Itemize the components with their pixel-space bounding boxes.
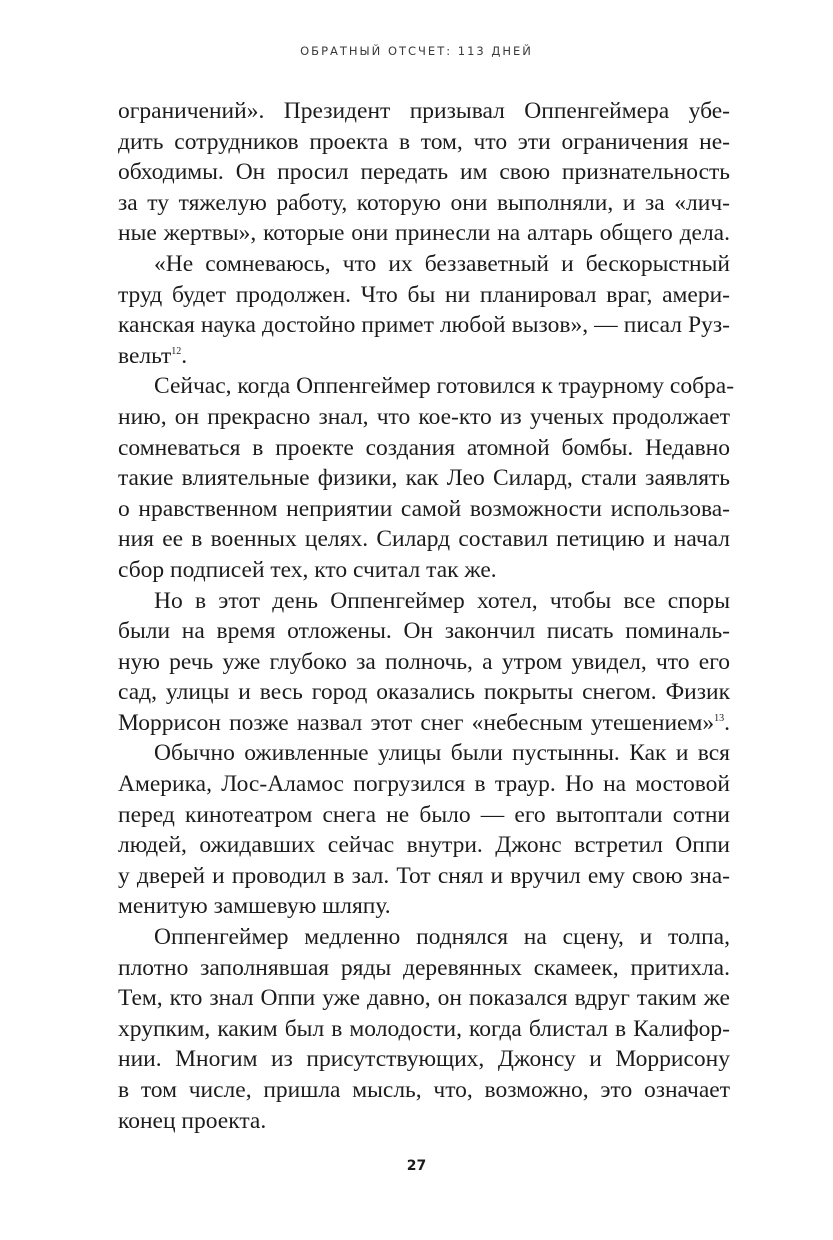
text-line: были на время отложены. Он закончил писать поминаль- [118,618,730,645]
text-line: людей, ожидавших сейчас внутри. Джонс встретил Оппи [118,832,730,859]
text-line: за ту тяжелую работу, которую они выполняли, и за «лич- [118,189,730,216]
text-line: хрупким, каким был в молодости, когда блистал в Калифор- [118,1015,730,1042]
text-line: Тем, кто знал Оппи уже давно, он показался вдруг таким же [118,985,730,1012]
text-line: Но в этот день Оппенгеймер хотел, чтобы все споры [154,587,730,614]
text-line: дить сотрудников проекта в том, что эти ограничения не- [118,128,730,155]
text-line: такие влиятельные физики, как Лео Силард, стали заявлять [118,465,730,492]
running-head: ОБРАТНЫЙ ОТСЧЕТ: 113 ДНЕЙ [300,44,533,58]
text-line: нию, он прекрасно знал, что кое-кто из ученых продолжает [118,403,730,430]
text-line: труд будет продолжен. Что бы ни планировал враг, амери- [118,281,730,308]
footnote-ref: 12 [171,345,182,357]
body-text [118,96,735,1136]
text-line: канская наука достойно примет любой вызов», — писал Руз- [118,312,730,339]
text-line: сомневаться в проекте создания атомной бомбы. Недавно [118,434,730,461]
text-line: обходимы. Он просил передать им свою признательность [118,159,730,186]
text-line: конец проекта. [118,1107,267,1134]
text-line: Обычно оживленные улицы были пустынны. Как и вся [154,740,730,767]
text-line: ные жертвы», которые они принесли на алтарь общего дела. [118,220,730,247]
text-line: ную речь уже глубоко за полночь, а утром увидел, что его [118,648,730,675]
text-line: ограничений». Президент призывал Оппенгеймера убе- [118,98,730,124]
text-line: менитую замшевую шляпу. [118,893,391,920]
text-line: Оппенгеймер медленно поднялся на сцену, и толпа, [154,924,730,951]
text-line: сбор подписей тех, кто считал так же. [118,556,497,583]
text-line: перед кинотеатром снега не было — его вытоптали сотни [118,801,730,828]
text-line: «Не сомневаюсь, что их беззаветный и бескорыстный [154,250,730,277]
text-line: о нравственном неприятии самой возможности использова- [118,495,730,522]
footnote-ref: 13 [714,712,725,724]
text-line: Америка, Лос-Аламос погрузился в траур. Но на мостовой [118,771,730,798]
page-number: 27 [406,1158,427,1174]
text-line: вельт$^{12}$. [118,342,188,369]
text-line: Моррисон позже назвал этот снег «небесным утешением»$^{13}$. [118,709,730,736]
text-line: Сейчас, когда Оппенгеймер готовился к траурному собра- [154,373,735,400]
text-line: плотно заполнявшая ряды деревянных скамеек, притихла. [118,954,730,981]
text-line: нии. Многим из присутствующих, Джонсу и Моррисону [118,1046,730,1073]
text-line: ния ее в военных целях. Силард составил петицию и начал [118,526,730,553]
text-line: у дверей и проводил в зал. Тот снял и вручил ему свою зна- [118,862,730,889]
text-line: сад, улицы и весь город оказались покрыты снегом. Физик [118,679,730,706]
text-line: в том числе, пришла мысль, что, возможно, это означает [118,1077,730,1103]
